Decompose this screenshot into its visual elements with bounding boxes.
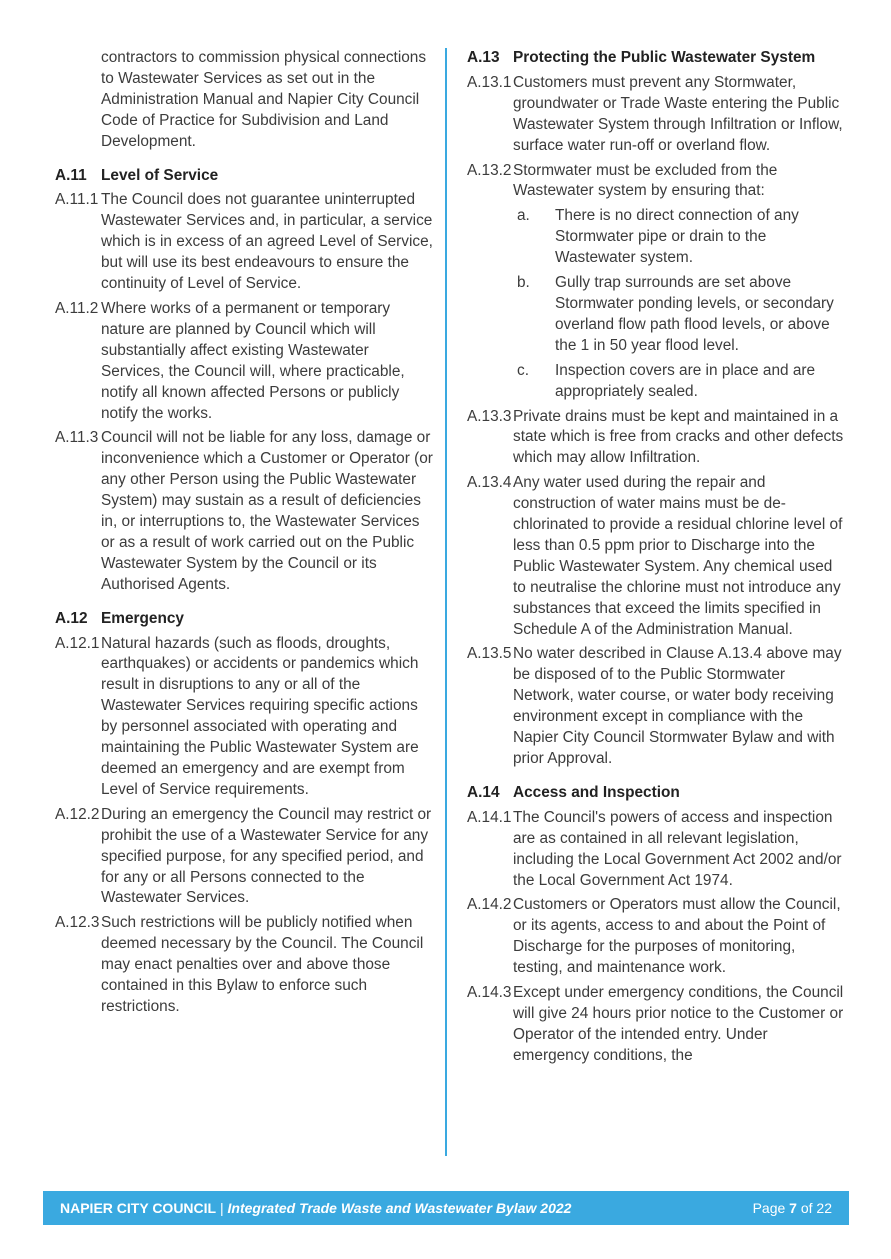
clause-text: Such restrictions will be publicly notified when deemed necessary by the Council. The Council may enact penalties over and above those contained in this Bylaw to enforce such restrictions. [101, 914, 424, 1015]
section-heading-a13 [467, 48, 847, 69]
page-total: of 22 [796, 1200, 832, 1216]
section-heading-a12 [55, 609, 433, 630]
sub-item-c [467, 361, 847, 403]
clause-number: A.13.1 [467, 73, 512, 91]
clause-text: The Council's powers of access and inspection are as contained in all relevant legislation, including the Local Government Act 2002 and/or the Local Government Act 1974. [513, 808, 842, 889]
clause-a14-2 [467, 895, 847, 979]
clause-text: The Council does not guarantee uninterrupted Wastewater Services and, in particular, a service which is in excess of an agreed Level of Service, but will use its best endeavours to ensure the continuity of Level of Service. [101, 191, 433, 293]
section-heading-a14 [467, 783, 847, 804]
sub-item-letter: b. [517, 274, 530, 292]
clause-a12-3 [55, 913, 433, 1018]
section-number: A.13 [467, 49, 500, 66]
section-heading-a11 [55, 166, 433, 187]
sub-item-text: There is no direct connection of any Stormwater pipe or drain to the Wastewater system. [555, 207, 799, 267]
page-current: 7 [789, 1200, 797, 1216]
clause-a12-2 [55, 805, 433, 910]
clause-number: A.12.1 [55, 634, 100, 652]
section-number: A.12 [55, 609, 88, 627]
page-word: Page [752, 1200, 790, 1216]
clause-a11-1 [55, 190, 433, 295]
clause-number: A.12.2 [55, 805, 100, 823]
sub-item-a [467, 206, 847, 269]
intro-paragraph: contractors to commission physical connections to Wastewater Services as set out in the Administration Manual and Napier City Council Code of Practice for Subdivision and Land Development. [101, 49, 427, 150]
footer-left [60, 1191, 571, 1225]
clause-a14-3 [467, 983, 847, 1067]
sub-item-text: Gully trap surrounds are set above Stormwater ponding levels, or secondary overland flow path flood levels, or above the 1 in 50 year flood level. [555, 274, 834, 354]
clause-text: Natural hazards (such as floods, droughts, earthquakes) or accidents or pandemics which result in disruptions to any or all of the Wastewater Services requiring specific actions by personnel associated with operating and maintaining the Public Wastewater System are deemed an emergency and are exempt from Level of Service requirements. [101, 634, 419, 798]
footer-organisation: NAPIER CITY COUNCIL [60, 1200, 217, 1216]
clause-a11-3 [55, 428, 433, 595]
page-footer [43, 1191, 849, 1225]
clause-number: A.13.5 [467, 645, 512, 663]
clause-number: A.14.1 [467, 808, 512, 826]
clause-number: A.13.4 [467, 474, 512, 492]
right-column [467, 48, 847, 1071]
sub-item-letter: a. [517, 207, 530, 225]
column-divider [445, 48, 447, 1156]
clause-text: Stormwater must be excluded from the Wastewater system by ensuring that: [513, 161, 778, 200]
clause-text: Customers must prevent any Stormwater, groundwater or Trade Waste entering the Public Wastewater System through Infiltration or Inflow, surface water run-off or overland flow. [513, 73, 843, 154]
clause-a13-2 [467, 161, 847, 203]
section-title: Level of Service [101, 166, 219, 184]
clause-number: A.12.3 [55, 914, 100, 932]
clause-number: A.14.2 [467, 896, 512, 914]
footer-document-title: Integrated Trade Waste and Wastewater Bylaw 2022 [227, 1200, 572, 1216]
sub-item-b [467, 273, 847, 357]
clause-a12-1 [55, 634, 433, 801]
section-number: A.14 [467, 783, 500, 801]
footer-page-number [753, 1191, 832, 1225]
clause-number: A.11.1 [55, 191, 99, 209]
sub-item-letter: c. [517, 361, 529, 379]
clause-text: Private drains must be kept and maintained in a state which is free from cracks and other defects which may allow Infiltration. [513, 407, 844, 467]
section-title: Protecting the Public Wastewater System [513, 49, 816, 66]
section-number: A.11 [55, 166, 87, 184]
clause-number: A.13.2 [467, 161, 512, 179]
clause-a11-2 [55, 299, 433, 424]
clause-text: Any water used during the repair and construction of water mains must be de-chlorinated to provide a residual chlorine level of less than 0.5 ppm prior to Discharge into the Public Wastewater System. Any chemical used to neutralise the chlorine must not introduce any substances that exceed the limits specified in Schedule A of the Administration Manual. [513, 474, 843, 638]
clause-text: Where works of a permanent or temporary nature are planned by Council which will substantially affect existing Wastewater Services, the Council will, where practicable, notify all known affected Persons or publicly notify the works. [101, 299, 405, 422]
clause-text: No water described in Clause A.13.4 above may be disposed of to the Public Stormwater Network, water course, or water body receiving environment except in compliance with the Napier City Council Stormwater Bylaw and with prior Approval. [513, 645, 842, 767]
footer-separator: | [216, 1200, 228, 1216]
clause-a14-1 [467, 808, 847, 892]
clause-a13-5 [467, 644, 847, 769]
clause-number: A.11.2 [55, 299, 99, 317]
clause-text: Except under emergency conditions, the Council will give 24 hours prior notice to the Customer or Operator of the intended entry. Under emergency conditions, the [513, 984, 844, 1064]
sub-item-text: Inspection covers are in place and are appropriately sealed. [555, 361, 816, 400]
clause-a13-4 [467, 473, 847, 640]
clause-a13-1 [467, 73, 847, 157]
clause-a13-3 [467, 407, 847, 470]
clause-text: Council will not be liable for any loss, damage or inconvenience which a Customer or Operator (or any other Person using the Public Wastewater System) may sustain as a result of deficiencies in, or interruptions to, the Wastewater Services or as a result of work carried out on the Public Wastewater System by the Council or its Authorised Agents. [101, 429, 433, 593]
clause-number: A.11.3 [55, 429, 99, 447]
clause-text: Customers or Operators must allow the Council, or its agents, access to and about the Point of Discharge for the purposes of monitoring, testing, and maintenance work. [513, 896, 841, 977]
left-column [55, 48, 433, 1022]
section-title: Access and Inspection [513, 783, 680, 801]
clause-number: A.13.3 [467, 407, 512, 425]
clause-text: During an emergency the Council may restrict or prohibit the use of a Wastewater Service for any specified purpose, for any specified period, and for any or all Persons connected to the Wastewater Services. [101, 805, 432, 907]
clause-number: A.14.3 [467, 984, 512, 1002]
section-title: Emergency [101, 609, 184, 627]
